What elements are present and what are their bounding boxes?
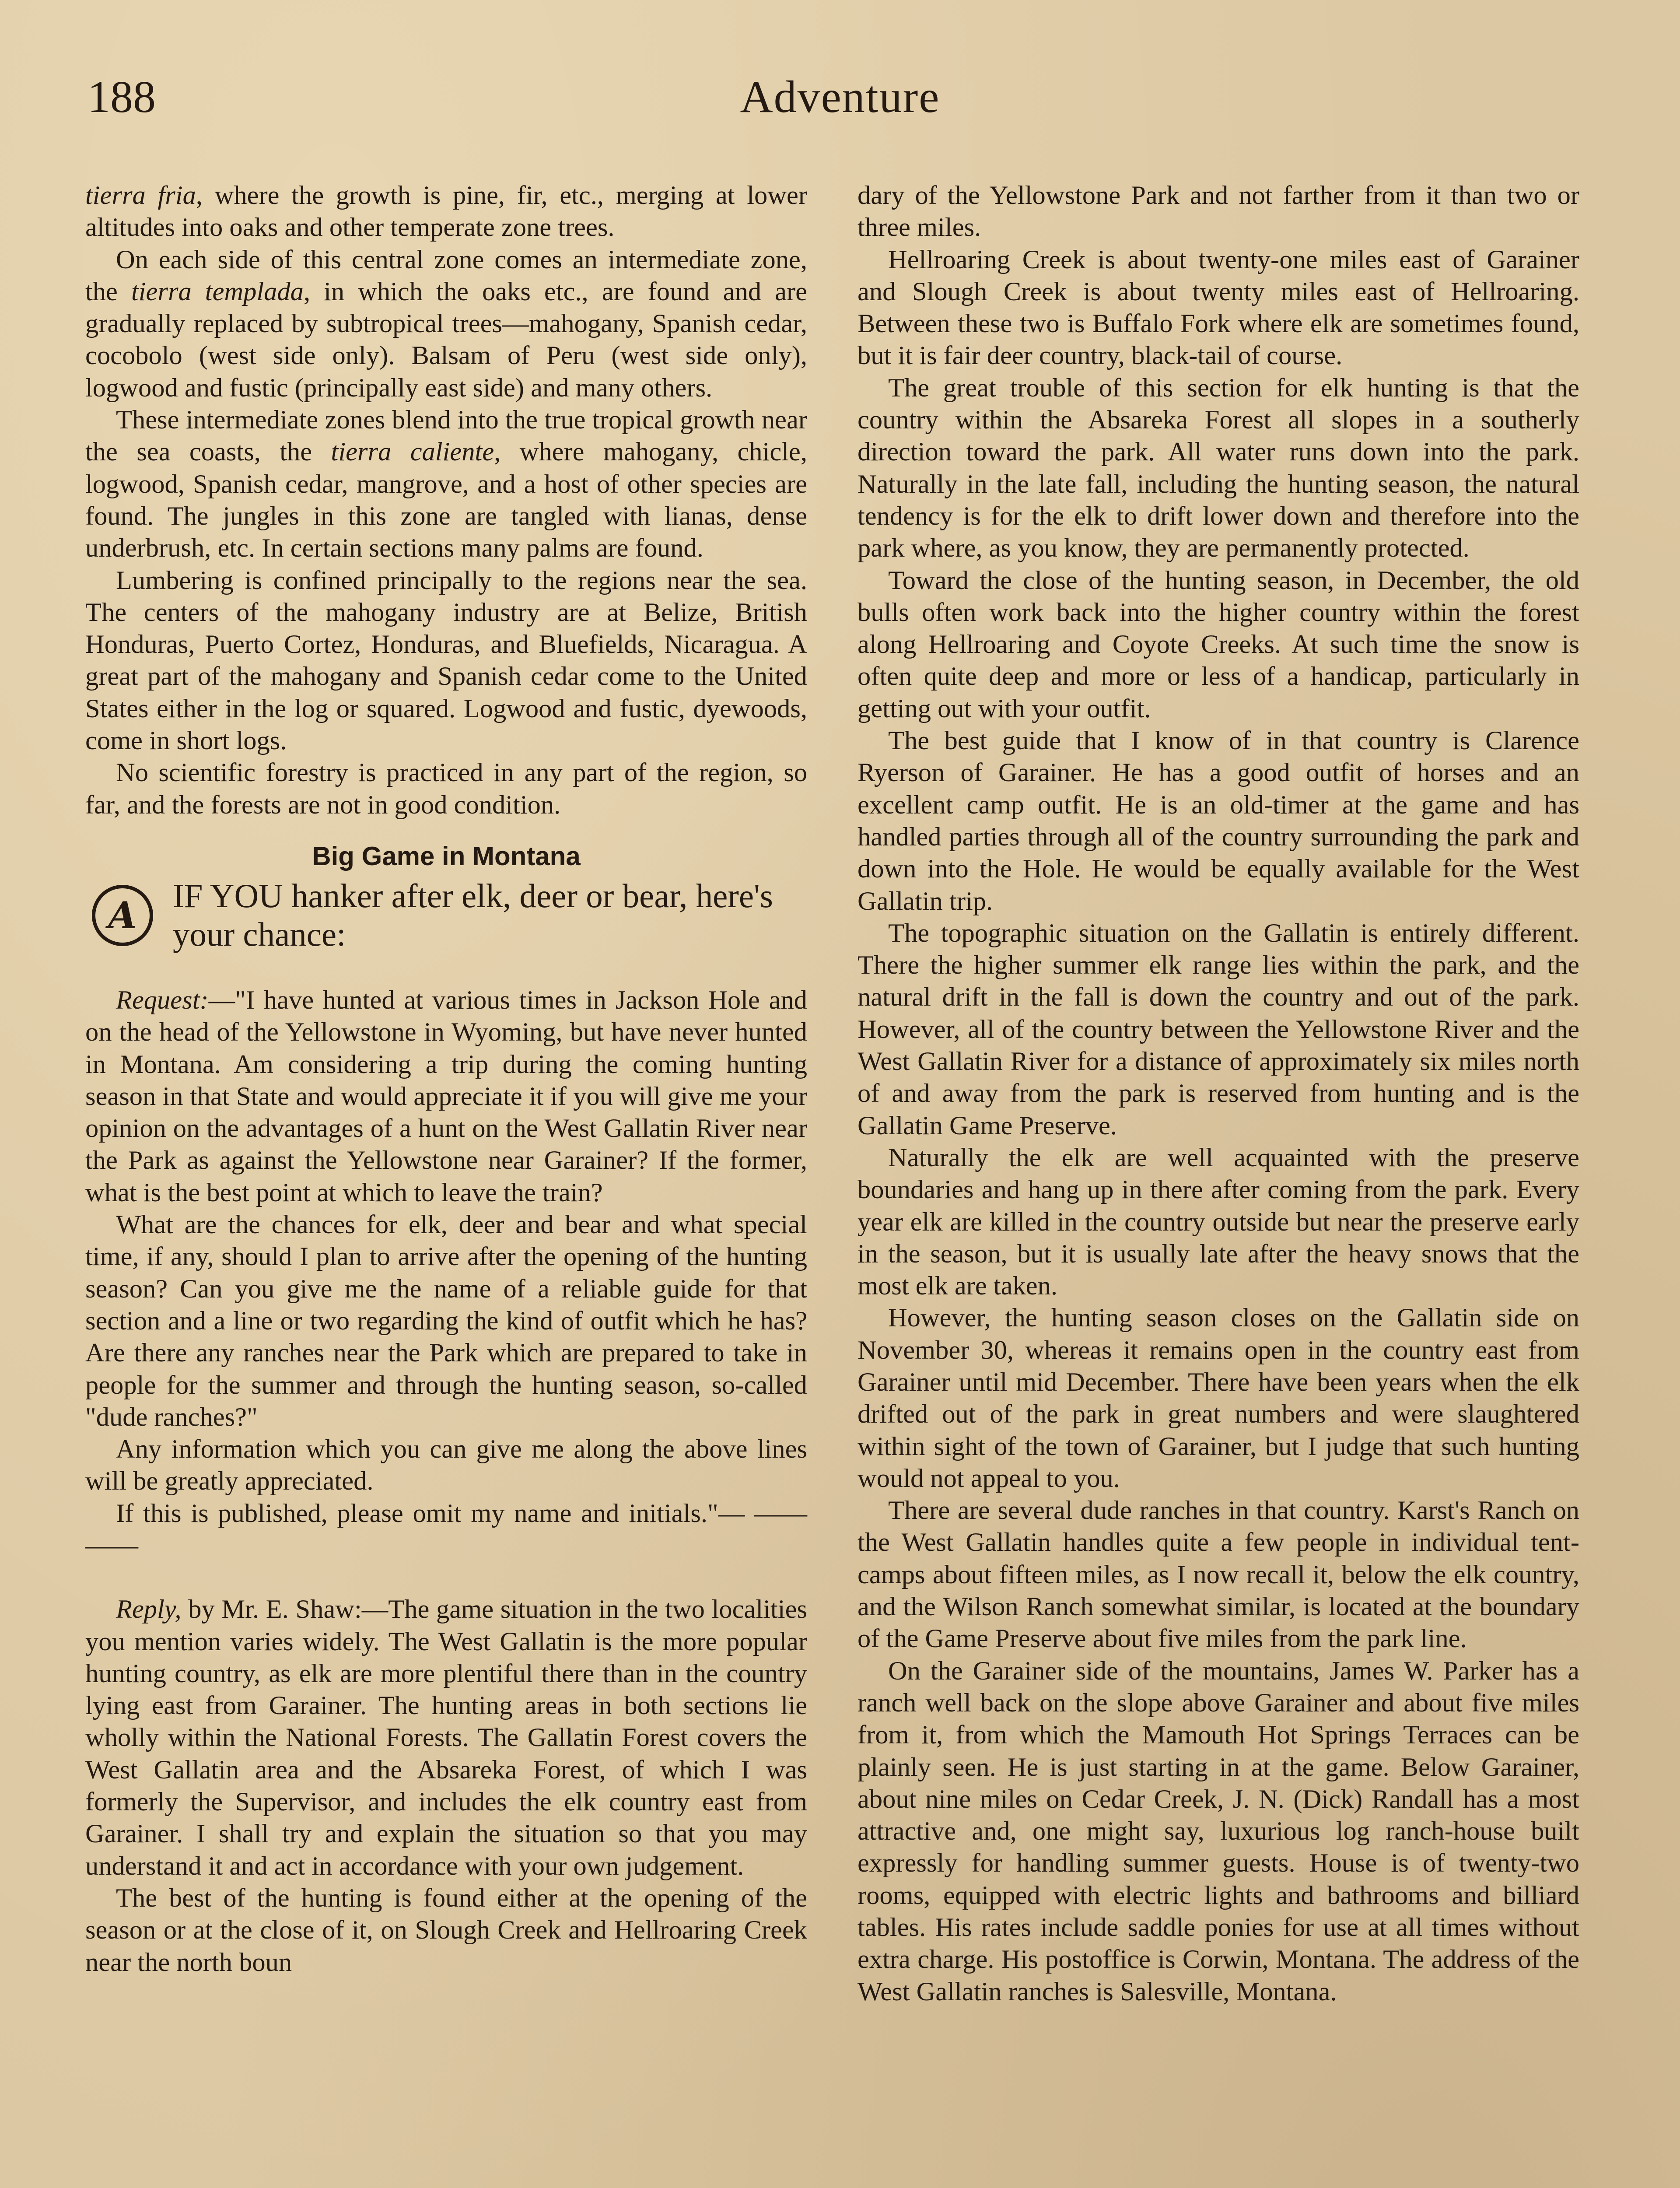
paragraph: What are the chances for elk, deer and bear and what special time, if any, should I plan to arrive after the opening of the hunting season? Can you give me the name of a reliable guide for that section and a line or two regarding the kind of outfit which he has? Are there any ranches near the Park which are prepared to take in people for the summer and through the hunting season, so-called "dude ranches?" xyxy=(85,1210,807,1432)
italic-term: tierra fria xyxy=(85,181,196,210)
paragraph: The best of the hunting is found either at the opening of the season or at the close of it, on Slough Creek and Hellroaring Creek near the north boun xyxy=(85,1883,807,1977)
paragraph: If this is published, please omit my name and initials."— —— —— xyxy=(85,1498,807,1560)
logo-letter: A xyxy=(108,893,137,937)
paragraph: However, the hunting season closes on the Gallatin side on November 30, whereas it remains open in the country east from Garainer until mid December. There have been years when the elk drifted out of the park in great numbers and were slaughtered within sight of the town of Garainer, but I judge that such hunting would not appeal to you. xyxy=(858,1303,1579,1493)
paragraph: Toward the close of the hunting season, in December, the old bulls often work back into the higher country within the forest along Hellroaring and Coyote Creeks. At such time the snow is often quite deep and more or less of a handicap, particularly in getting out with your outfit. xyxy=(858,565,1579,723)
running-head-title: Adventure xyxy=(740,72,940,122)
text-run: , where the growth is pine, fir, etc., merging at lower altitudes into oaks and other temperate zone trees. xyxy=(85,181,807,242)
paragraph xyxy=(85,244,807,404)
department-logo-icon xyxy=(90,883,155,948)
left-column xyxy=(85,179,807,1978)
paragraph xyxy=(85,984,807,1209)
reply-label: Reply, xyxy=(116,1595,182,1624)
paragraph: Naturally the elk are well acquainted with the preserve boundaries and hang up in there after coming from the park. Every year elk are killed in the country outside but near the preserve early in the season, but it is usually late after the heavy snows that the most elk are taken. xyxy=(858,1143,1579,1301)
italic-term: tierra templada xyxy=(131,277,304,306)
paragraph: dary of the Yellowstone Park and not farther from it than two or three miles. xyxy=(858,181,1579,242)
paragraph: Any information which you can give me along the above lines will be greatly appreciated. xyxy=(85,1434,807,1496)
paragraph: The best guide that I know of in that country is Clarence Ryerson of Garainer. He has a good outfit of horses and an excellent camp outfit. He is an old-timer at the game and has handled parties through all of the country surrounding the park and down into the Hole. He would be equally available for the West Gallatin trip. xyxy=(858,726,1579,916)
intro-text: IF YOU hanker after elk, deer or bear, here's your chance: xyxy=(173,877,773,953)
text-run: by Mr. E. Shaw:—The game situation in the two localities you mention varies widely. The West Gallatin is the more popular hunting country, as elk are more plentiful there than in the country lying east from Garainer. The hunting areas in both sections lie wholly within the National Forests. The Gallatin Forest covers the West Gallatin area and the Absareka Forest, of which I was formerly the Supervisor, and includes the elk country east from Garainer. I shall try and explain the situation so that you may understand it and act in accordance with your own judgement. xyxy=(85,1595,807,1881)
page-number: 188 xyxy=(88,72,156,122)
text-run: On each side of this central zone comes an intermediate zone, the xyxy=(85,245,807,306)
text-run: , in which the oaks etc., are found and are gradually replaced by subtropical trees—mahogany, Spanish cedar, cocobolo (west side only). Balsam of Peru (west side only), logwood and fustic (principally east side) and many others. xyxy=(85,277,807,403)
text-run: These intermediate zones blend into the true tropical growth near the sea coasts, the xyxy=(85,405,807,467)
paragraph: No scientific forestry is practiced in any part of the region, so far, and the forests are not in good condition. xyxy=(85,758,807,820)
paragraph xyxy=(85,1593,807,1882)
paragraph xyxy=(85,179,807,244)
paragraph: The great trouble of this section for elk hunting is that the country within the Absareka Forest all slopes in a southerly direction toward the park. All water runs down into the park. Naturally in the late fall, including the hunting season, the natural tendency is for the elk to drift lower down and therefore into the park where, as you know, they are permanently protected. xyxy=(858,373,1579,563)
text-run: , where mahogany, chicle, logwood, Spanish cedar, mangrove, and a host of other species are found. The jungles in this zone are tangled with lianas, dense underbrush, etc. In certain sections many palms are found. xyxy=(85,437,807,563)
text-run: —"I have hunted at various times in Jackson Hole and on the head of the Yellowstone in Wyoming, but have never hunted in Montana. Am considering a trip during the coming hunting season in that State and would appreciate it if you will give me your opinion on the advantages of a hunt on the West Gallatin River near the Park as against the Yellowstone near Garainer? If the former, what is the best point at which to leave the train? xyxy=(85,985,807,1207)
paragraph: Hellroaring Creek is about twenty-one miles east of Garainer and Slough Creek is about twenty miles east of Hellroaring. Between these two is Buffalo Fork where elk are sometimes found, but it is fair deer country, black-tail of course. xyxy=(858,245,1579,371)
right-column xyxy=(858,179,1579,2008)
paragraph: Lumbering is confined principally to the regions near the sea. The centers of the mahogany industry are at Belize, British Honduras, Puerto Cortez, Honduras, and Bluefields, Nicaragua. A great part of the mahogany and Spanish cedar come to the United States either in the log or squared. Logwood and fustic, dyewoods, come in short logs. xyxy=(85,565,807,756)
paragraph xyxy=(85,404,807,564)
paragraph: There are several dude ranches in that country. Karst's Ranch on the West Gallatin handles quite a few people in individual tent-camps about fifteen miles, as I now recall it, below the elk country, and the Wilson Ranch somewhat similar, is located at the boundary of the Game Preserve about five miles from the park line. xyxy=(858,1496,1579,1654)
italic-term: tierra caliente xyxy=(331,437,494,467)
section-heading: Big Game in Montana xyxy=(312,841,581,871)
paragraph: The topographic situation on the Gallatin is entirely different. There the higher summer elk range lies within the park, and the natural drift in the fall is down the country and out of the park. However, all of the country between the Yellowstone River and the West Gallatin River for a distance of approximately six miles north of and away from the park is reserved from hunting and is the Gallatin Game Preserve. xyxy=(858,918,1579,1140)
request-label: Request: xyxy=(116,985,209,1015)
paragraph: On the Garainer side of the mountains, James W. Parker has a ranch well back on the slope above Garainer and about five miles from it, from which the Mamouth Hot Springs Terraces can be plainly seen. He is just starting in at the game. Below Garainer, about nine miles on Cedar Creek, J. N. (Dick) Randall has a most attractive and, one might say, luxurious log ranch-house built expressly for handling summer guests. House is of twenty-two rooms, equipped with electric lights and bathrooms and billiard tables. His rates include saddle ponies for use at all times without extra charge. His postoffice is Corwin, Montana. The address of the West Gallatin ranches is Salesville, Montana. xyxy=(858,1656,1579,2006)
section-intro xyxy=(85,877,807,954)
